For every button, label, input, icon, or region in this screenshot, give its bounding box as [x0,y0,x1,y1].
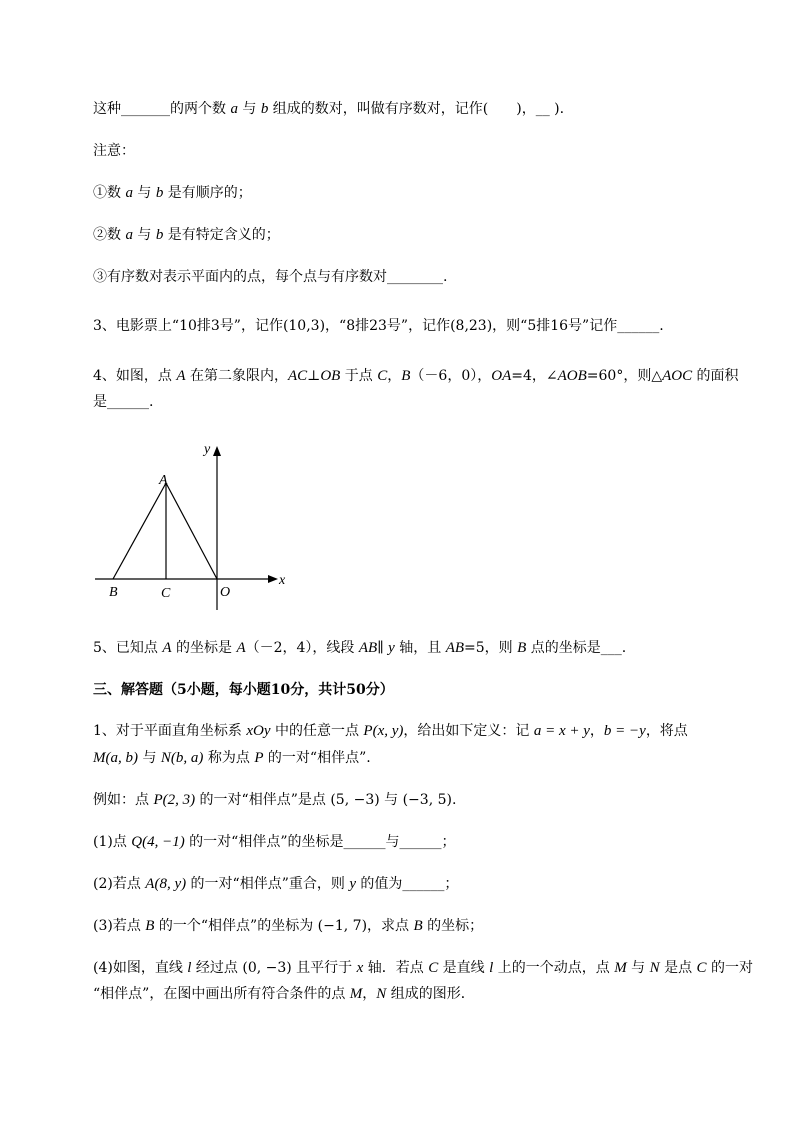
example-line [93,790,734,810]
text: 与 [626,960,650,976]
point-N: N [376,986,387,1002]
point-A: A [236,640,246,656]
text: 是______. [93,394,154,410]
text: (2)若点 [93,876,146,892]
question-5 [93,638,734,658]
text: 1、对于平面直角坐标系 [93,723,247,739]
text: (1)点 [93,834,132,850]
text: 上的一个动点，点 [493,960,615,976]
point-Q: Q(4, −1) [131,834,185,850]
text: 4、如图，点 [93,368,177,384]
question-3 [93,316,734,336]
text: ， [589,723,604,739]
var-b: b [155,227,164,243]
text: 的面积 [692,368,739,384]
var-y: y [349,876,356,892]
point-P: P(x, y) [363,723,404,739]
segment-OB: OB [320,368,341,384]
text: 的坐标是 [171,640,237,656]
point-N: N(b, a) [160,750,204,766]
text: 的一对 [706,960,753,976]
point-A: A [176,368,186,384]
text: =60°，则△ [586,368,663,384]
var-x: x [356,960,364,976]
text: ①数 [93,185,126,201]
text: 的值为______； [355,876,459,892]
segment-OA: OA [491,368,512,384]
var-a: a [125,227,133,243]
text: 是有顺序的； [163,185,252,201]
formula-b: b = −y [603,723,646,739]
point-M: M [614,960,627,976]
var-a: a [230,101,238,117]
coord-system: xOy [246,723,271,739]
label-y: y [204,442,211,457]
question-4-line2 [93,392,734,412]
text: 3、电影票上“10排3号”，记作(10,3)，“8排23号”，记作(8,23)，则“5排16号”记作______. [93,318,664,334]
x-axis-arrow [268,575,278,583]
text: 与 [132,185,156,201]
note-heading [93,141,734,161]
text: ②数 [93,227,126,243]
label-O: O [220,585,231,600]
point-C: C [428,960,439,976]
text: ，给出如下定义：记 [403,723,534,739]
text: 的一对“相伴点”的坐标是______与______； [184,834,456,850]
problem-1-line2 [93,748,734,768]
point-P: P [254,750,264,766]
formula-a: a = x + y [533,723,590,739]
text: 在第二象限内， [185,368,288,384]
question-4-line1 [93,366,739,386]
text: ， [387,368,402,384]
segment-AB: AB [358,640,378,656]
segment-AB: AB [445,640,465,656]
text: 的一对“相伴点”是点 (5, −3) 与 (−3, 5). [195,792,457,808]
text: ， [362,986,377,1002]
text: ∥ [377,640,389,656]
fill-blank-ordered-pair-definition [93,99,734,119]
text: （－6，0）， [410,368,492,384]
point-A: A [162,640,172,656]
point-N: N [649,960,660,976]
label-B: B [109,585,118,600]
line-l: l [489,960,494,976]
text: 例如：点 [93,792,154,808]
label-C: C [161,586,171,601]
text: 的一对“相伴点”. [263,750,371,766]
text: ，将点 [645,723,688,739]
sub-question-4-line1 [93,958,753,978]
segment-AB [113,483,166,579]
text: (4)如图，直线 [93,960,188,976]
sub-question-4-line2 [93,984,734,1004]
point-M: M(a, b) [93,750,138,766]
point-B: B [401,368,411,384]
point-A: A(8, y) [145,876,187,892]
point-M: M [349,986,363,1002]
point-P: P(2, 3) [153,792,196,808]
text: 与 [132,227,156,243]
point-C: C [696,960,707,976]
text: =5，则 [464,640,518,656]
text: 是直线 [438,960,490,976]
text: 与 [138,750,161,766]
text: 经过点 (0, −3) 且平行于 [191,960,357,976]
var-a: a [125,185,133,201]
sub-question-2 [93,874,734,894]
label-A: A [159,473,168,488]
text: 的一对“相伴点”重合，则 [186,876,350,892]
note-item-2 [93,225,734,245]
text: 于点 [340,368,378,384]
text: 轴，且 [394,640,446,656]
note-item-1 [93,183,734,203]
text: 称为点 [203,750,255,766]
text: 是点 [659,960,697,976]
segment-AC: AC [287,368,308,384]
point-B: B [517,640,527,656]
problem-1-line1 [93,721,734,741]
point-C: C [377,368,388,384]
note-item-3 [93,267,734,287]
text: ⊥ [307,368,321,384]
var-b: b [155,185,164,201]
text: 与 [237,101,261,117]
text: “相伴点”，在图中画出所有符合条件的点 [93,986,350,1002]
text: 是有特定含义的； [163,227,280,243]
text: 这种_______的两个数 [93,101,231,117]
angle-AOB: AOB [557,368,587,384]
point-B: B [413,918,423,934]
text: (3)若点 [93,918,146,934]
text: 的坐标； [422,918,484,934]
point-B: B [145,918,155,934]
triangle-figure [90,435,300,615]
text: 轴．若点 [363,960,429,976]
text: （－2，4），线段 [245,640,359,656]
text: =4，∠ [511,368,558,384]
label-x: x [279,573,286,588]
sub-question-3 [93,916,734,936]
var-y: y [388,640,395,656]
text: 三、解答题（5小题，每小题10分，共计50分） [93,682,394,698]
text: 组成的图形． [386,986,475,1002]
text: 的一个“相伴点”的坐标为 (−1, 7)，求点 [154,918,414,934]
text: 中的任意一点 [270,723,364,739]
text: 点的坐标是___. [526,640,627,656]
var-b: b [260,101,269,117]
y-axis-arrow [213,446,221,456]
text: ③有序数对表示平面内的点，每个点与有序数对________. [93,269,448,285]
text: 5、已知点 [93,640,163,656]
text: 组成的数对，叫做有序数对，记作( )，__ ). [268,101,565,117]
line-l: l [187,960,192,976]
text: 注意： [93,143,135,159]
segment-AO [166,483,217,579]
section-3-heading [93,680,734,700]
triangle-AOC: AOC [662,368,693,384]
sub-question-1 [93,832,734,852]
